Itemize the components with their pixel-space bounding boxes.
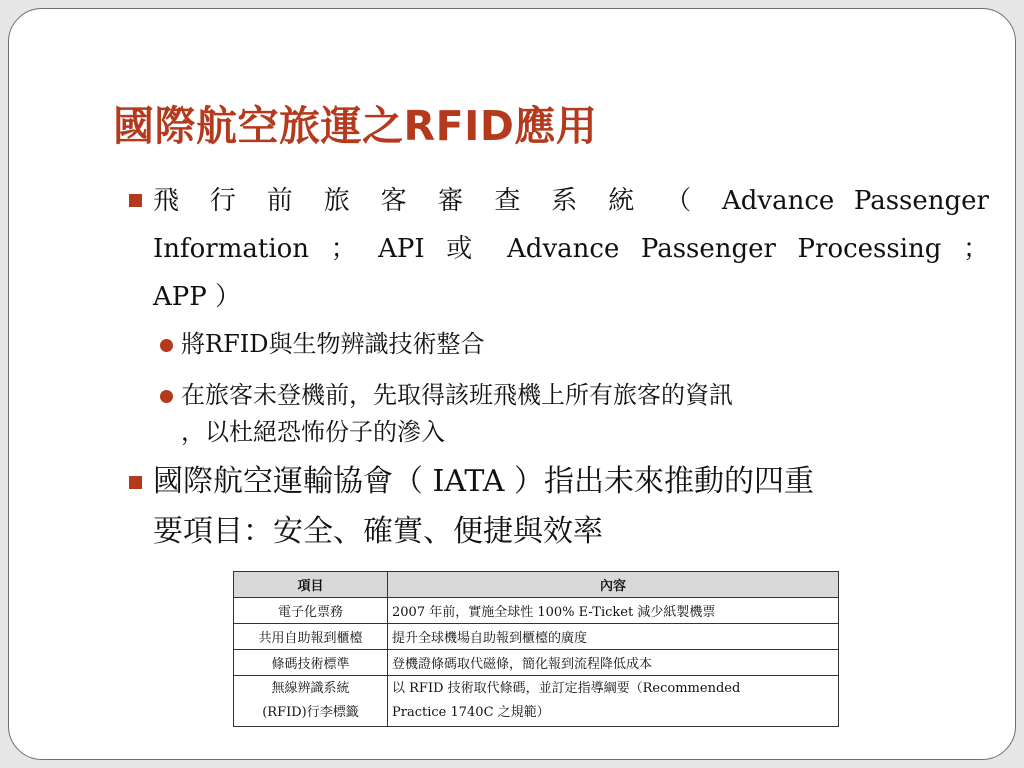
table-header-content: 內容 <box>388 572 839 598</box>
sub-bullet-line: 將RFID與生物辨識技術整合 <box>181 330 485 358</box>
table-row <box>234 650 839 676</box>
table-cell-line: 無線辨識系統 <box>271 681 350 696</box>
bullet-iata <box>153 457 993 557</box>
table-cell-content: 提升全球機場自助報到櫃檯的廣度 <box>388 624 839 650</box>
slide-title: 國際航空旅運之RFID應用 <box>113 102 598 150</box>
table-cell-item: 條碼技術標準 <box>234 650 388 676</box>
table-row <box>234 598 839 624</box>
table-cell-content: 登機證條碼取代磁條，簡化報到流程降低成本 <box>388 650 839 676</box>
table-row <box>234 676 839 727</box>
table-header-item: 項目 <box>234 572 388 598</box>
bullet-line: 飛 行 前 旅 客 審 查 系 統 （ Advance Passenger <box>153 186 989 216</box>
table-cell-line: (RFID)行李標籤 <box>262 705 359 720</box>
table-cell-item <box>234 676 388 727</box>
square-bullet-icon <box>129 194 142 207</box>
sub-bullet-rfid-biometrics <box>181 326 484 363</box>
square-bullet-icon <box>129 476 142 489</box>
table-cell-content: 2007 年前，實施全球性 100% E-Ticket 減少紙製機票 <box>388 598 839 624</box>
sub-bullet-passenger-info <box>181 377 733 451</box>
bullet-line: Information ； API 或 Advance Passenger Processing ； <box>153 234 989 264</box>
bullet-line: APP ） <box>153 282 242 312</box>
table-cell-line: 以 RFID 技術取代條碼，並訂定指導綱要（Recommended <box>392 681 741 696</box>
table-cell-item: 電子化票務 <box>234 598 388 624</box>
sub-bullet-line: ，以杜絕恐怖份子的滲入 <box>181 418 445 446</box>
table-row <box>234 624 839 650</box>
slide <box>8 8 1016 760</box>
round-bullet-icon <box>160 390 173 403</box>
iata-projects-table <box>233 571 839 727</box>
table-cell-content <box>388 676 839 727</box>
bullet-line: 國際航空運輸協會（ IATA ）指出未來推動的四重 <box>153 464 814 499</box>
bullet-line: 要項目：安全、確實、便捷與效率 <box>153 514 603 549</box>
round-bullet-icon <box>160 339 173 352</box>
bullet-api-app <box>153 177 989 321</box>
table-cell-line: Practice 1740C 之規範） <box>392 705 550 720</box>
table-cell-item: 共用自助報到櫃檯 <box>234 624 388 650</box>
sub-bullet-line: 在旅客未登機前，先取得該班飛機上所有旅客的資訊 <box>181 381 733 409</box>
iata-table-wrap <box>233 571 839 727</box>
table-header-row <box>234 572 839 598</box>
